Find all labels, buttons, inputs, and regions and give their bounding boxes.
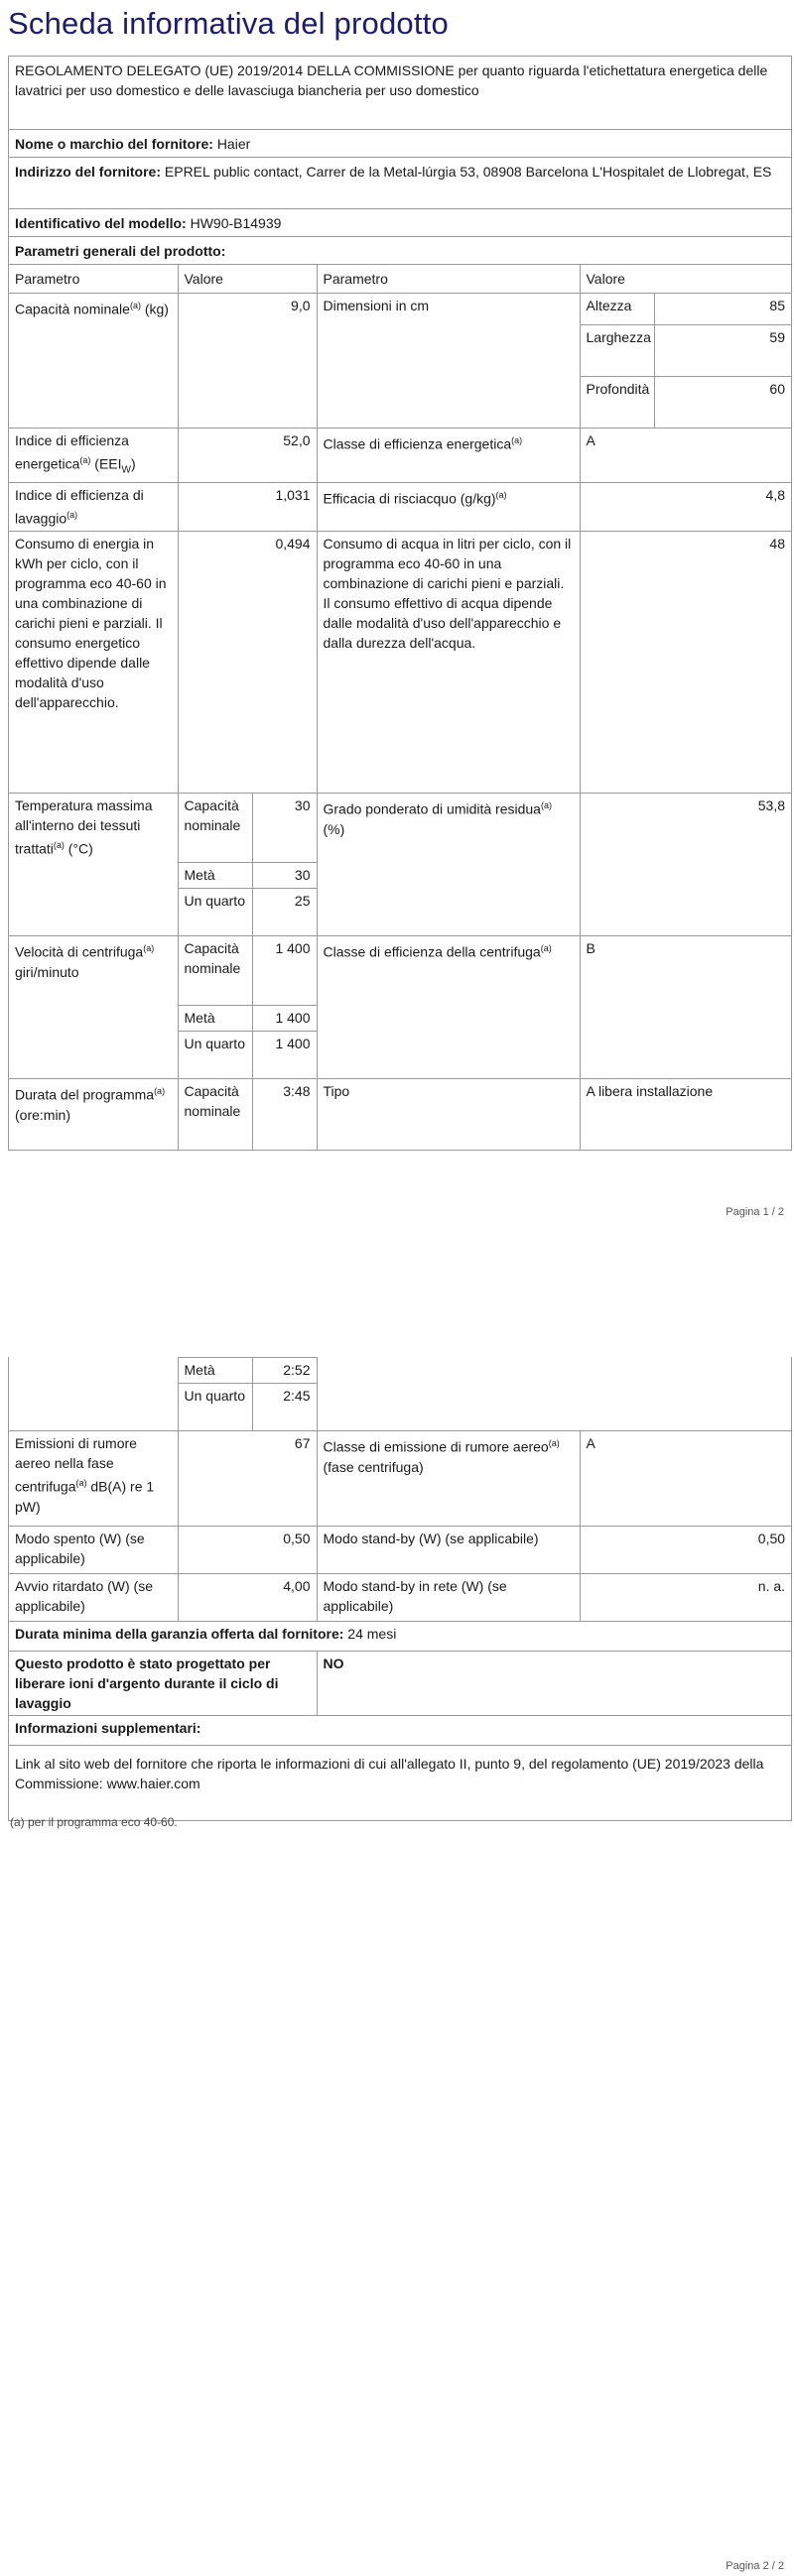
noise-unit: dB(A) re 1 pW) [15, 1478, 155, 1515]
supplier-label: Nome o marchio del fornitore: [15, 136, 213, 152]
spin-quarter-value: 1 400 [252, 1032, 317, 1079]
noise-label-cell [9, 1431, 178, 1527]
type-label: Tipo [317, 1079, 580, 1151]
eei-unit: (EEI [94, 455, 122, 472]
energy-cons-value: 0,494 [178, 532, 317, 794]
spin-half-value: 1 400 [252, 1006, 317, 1032]
delay-label: Avvio ritardato (W) (se applicabile) [9, 1574, 178, 1622]
header-param: Parametro [9, 265, 178, 294]
width-label: Larghezza [580, 325, 654, 377]
footnote-mark: (a) [548, 1438, 560, 1448]
header-value: Valore [178, 265, 317, 294]
warranty-row [9, 1622, 791, 1652]
capacity-unit: (kg) [144, 301, 169, 317]
temp-quarter-value: 25 [252, 889, 317, 936]
page-1 [0, 0, 794, 1220]
spin-quarter-label: Un quarto [178, 1032, 252, 1079]
warranty-label: Durata minima della garanzia offerta dal fornitore: [15, 1626, 344, 1642]
off-value: 0,50 [178, 1527, 317, 1574]
general-params-heading: Parametri generali del prodotto: [15, 243, 226, 259]
supplier-value: Haier [216, 136, 251, 152]
footnote-mark: (a) [540, 943, 552, 954]
capacity-label-cell [9, 294, 178, 429]
spin-full-value: 1 400 [252, 936, 317, 1006]
footnote-mark: (a) [143, 943, 155, 954]
address-row [9, 158, 791, 209]
address-value: EPREL public contact, Carrer de la Metal-lúrgia 53, 08908 Barcelona L'Hospitalet de Llobregat, ES [164, 164, 772, 180]
noise-label: Emissioni di rumore aereo nella fase centrifuga [15, 1435, 137, 1495]
spin-label-cell [9, 936, 178, 1079]
network-value: n. a. [580, 1574, 791, 1622]
duration-full-label: Capacità nominale [178, 1079, 252, 1151]
duration-half-value: 2:52 [252, 1358, 317, 1384]
dimensions-label: Dimensioni in cm [317, 294, 580, 429]
eei-value: 52,0 [178, 429, 317, 483]
noise-class-label-cell [317, 1431, 580, 1527]
temp-quarter-label: Un quarto [178, 889, 252, 936]
page-number: Pagina 2 / 2 [726, 2560, 784, 2572]
energy-class-label: Classe di efficienza energetica [323, 435, 512, 452]
footnote-mark: (a) [129, 301, 141, 310]
energy-cons-label: Consumo di energia in kWh per ciclo, con il programma eco 40-60 in una combinazione di carichi pieni e parziali. Il consumo energetico effettivo dipende dalle modalità d'uso dell'apparecchio. [9, 532, 178, 794]
noise-class-unit: (fase centrifuga) [323, 1458, 424, 1475]
network-label: Modo stand-by in rete (W) (se applicabile) [317, 1574, 580, 1622]
spin-half-label: Metà [178, 1006, 252, 1032]
moisture-label-cell [317, 794, 580, 936]
temp-half-label: Metà [178, 863, 252, 889]
duration-half-label: Metà [178, 1358, 252, 1384]
duration-label-cell [9, 1079, 178, 1151]
delay-value: 4,00 [178, 1574, 317, 1622]
footnote-mark: (a) [53, 840, 65, 851]
capacity-label: Capacità nominale [15, 301, 130, 317]
height-label: Altezza [580, 294, 654, 325]
model-value: HW90-B14939 [190, 215, 282, 231]
depth-label: Profondità [580, 377, 654, 429]
header-value-2: Valore [580, 265, 791, 294]
model-row [9, 209, 791, 237]
page-title: Scheda informativa del prodotto [8, 6, 449, 41]
standby-label: Modo stand-by (W) (se applicabile) [317, 1527, 580, 1574]
capacity-value: 9,0 [178, 294, 317, 429]
temp-label: Temperatura massima all'interno dei tessuti trattati [15, 797, 153, 857]
footnote-mark: (a) [79, 455, 91, 465]
temp-unit: (°C) [67, 840, 93, 857]
params-table [9, 265, 791, 1151]
height-value: 85 [654, 294, 791, 325]
address-label: Indirizzo del fornitore: [15, 164, 161, 180]
moisture-value: 53,8 [580, 794, 791, 936]
page-number: Pagina 1 / 2 [726, 1206, 784, 1218]
header-param-2: Parametro [317, 265, 580, 294]
width-value: 59 [654, 325, 791, 377]
duration-unit: (ore:min) [15, 1106, 71, 1123]
duration-continued-cell [9, 1358, 178, 1431]
spin-unit: giri/minuto [15, 963, 79, 980]
product-sheet-page-1 [8, 56, 792, 1151]
footnote-mark: (a) [540, 800, 552, 811]
wash-index-label: Indice di efficienza di lavaggio [15, 487, 144, 528]
silver-label-cell [9, 1652, 317, 1716]
temp-half-value: 30 [252, 863, 317, 889]
general-params-row [9, 237, 791, 265]
footnote-mark: (a) [495, 490, 507, 501]
noise-class-label: Classe di emissione di rumore aereo [323, 1438, 549, 1455]
rinse-value: 4,8 [580, 483, 791, 532]
footnote: (a) per il programma eco 40-60. [10, 1815, 178, 1829]
energy-class-label-cell [317, 429, 580, 483]
warranty-value: 24 mesi [347, 1626, 397, 1642]
type-value: A libera installazione [580, 1079, 791, 1151]
duration-quarter-value: 2:45 [252, 1384, 317, 1431]
wash-index-value: 1,031 [178, 483, 317, 532]
moisture-label: Grado ponderato di umidità residua [323, 800, 541, 817]
noise-class-value: A [580, 1431, 791, 1527]
temp-label-cell [9, 794, 178, 936]
model-label: Identificativo del modello: [15, 215, 187, 231]
depth-value: 60 [654, 377, 791, 429]
water-cons-label: Consumo di acqua in litri per ciclo, con il programma eco 40-60 in una combinazione di carichi pieni e parziali. Il consumo effettivo di acqua dipende dalle modalità d'uso dell'apparecchio e dalla durezza dell'acqua. [317, 532, 580, 794]
standby-value: 0,50 [580, 1527, 791, 1574]
footnote-mark: (a) [75, 1478, 87, 1488]
footnote-mark: (a) [511, 435, 523, 445]
duration-full-value: 3:48 [252, 1079, 317, 1151]
spin-class-value: B [580, 936, 791, 1079]
eei-label-cell: Indice di efficienza energetica$^{(a)}$ $(EEI_W)$ [9, 429, 178, 483]
energy-class-value: A [580, 429, 791, 483]
product-sheet-page-2 [8, 1357, 792, 1821]
silver-value: NO [323, 1656, 344, 1671]
extra-value: Link al sito web del fornitore che riporta le informazioni di cui all'allegato II, punto 9, del regolamento (UE) 2019/2023 della Commissione: www.haier.com [9, 1746, 791, 1821]
supplier-row [9, 130, 791, 158]
spin-class-label-cell [317, 936, 580, 1079]
footnote-mark: (a) [154, 1086, 166, 1097]
rinse-label: Efficacia di risciacquo (g/kg) [323, 491, 496, 508]
footnote-mark: (a) [66, 510, 78, 521]
water-cons-value: 48 [580, 532, 791, 794]
params-table-continued [9, 1357, 791, 1821]
moisture-unit: (%) [323, 820, 345, 837]
off-label: Modo spento (W) (se applicabile) [9, 1527, 178, 1574]
extra-label-cell [9, 1716, 791, 1746]
rinse-label-cell [317, 483, 580, 532]
spin-label: Velocità di centrifuga [15, 943, 144, 960]
wash-index-label-cell [9, 483, 178, 532]
silver-value-cell [317, 1652, 791, 1716]
regulation-text: REGOLAMENTO DELEGATO (UE) 2019/2014 DELLA COMMISSIONE per quanto riguarda l'etichettatura energetica delle lavatrici per uso domestico e delle lavasciuga biancheria per uso domestico [9, 57, 791, 130]
duration-label: Durata del programma [15, 1086, 155, 1103]
spin-class-label: Classe di efficienza della centrifuga [323, 943, 541, 960]
extra-label: Informazioni supplementari: [15, 1720, 201, 1736]
page-2 [0, 1289, 794, 2576]
duration-quarter-label: Un quarto [178, 1384, 252, 1431]
noise-value: 67 [178, 1431, 317, 1527]
silver-label: Questo prodotto è stato progettato per liberare ioni d'argento durante il ciclo di lavaggio [15, 1656, 279, 1711]
eei-sub: W [121, 464, 131, 476]
eei-label: Indice di efficienza energetica [15, 432, 129, 472]
spin-full-label: Capacità nominale [178, 936, 252, 1006]
temp-full-label: Capacità nominale [178, 794, 252, 863]
type-continued-cell [317, 1358, 791, 1431]
temp-full-value: 30 [252, 794, 317, 863]
